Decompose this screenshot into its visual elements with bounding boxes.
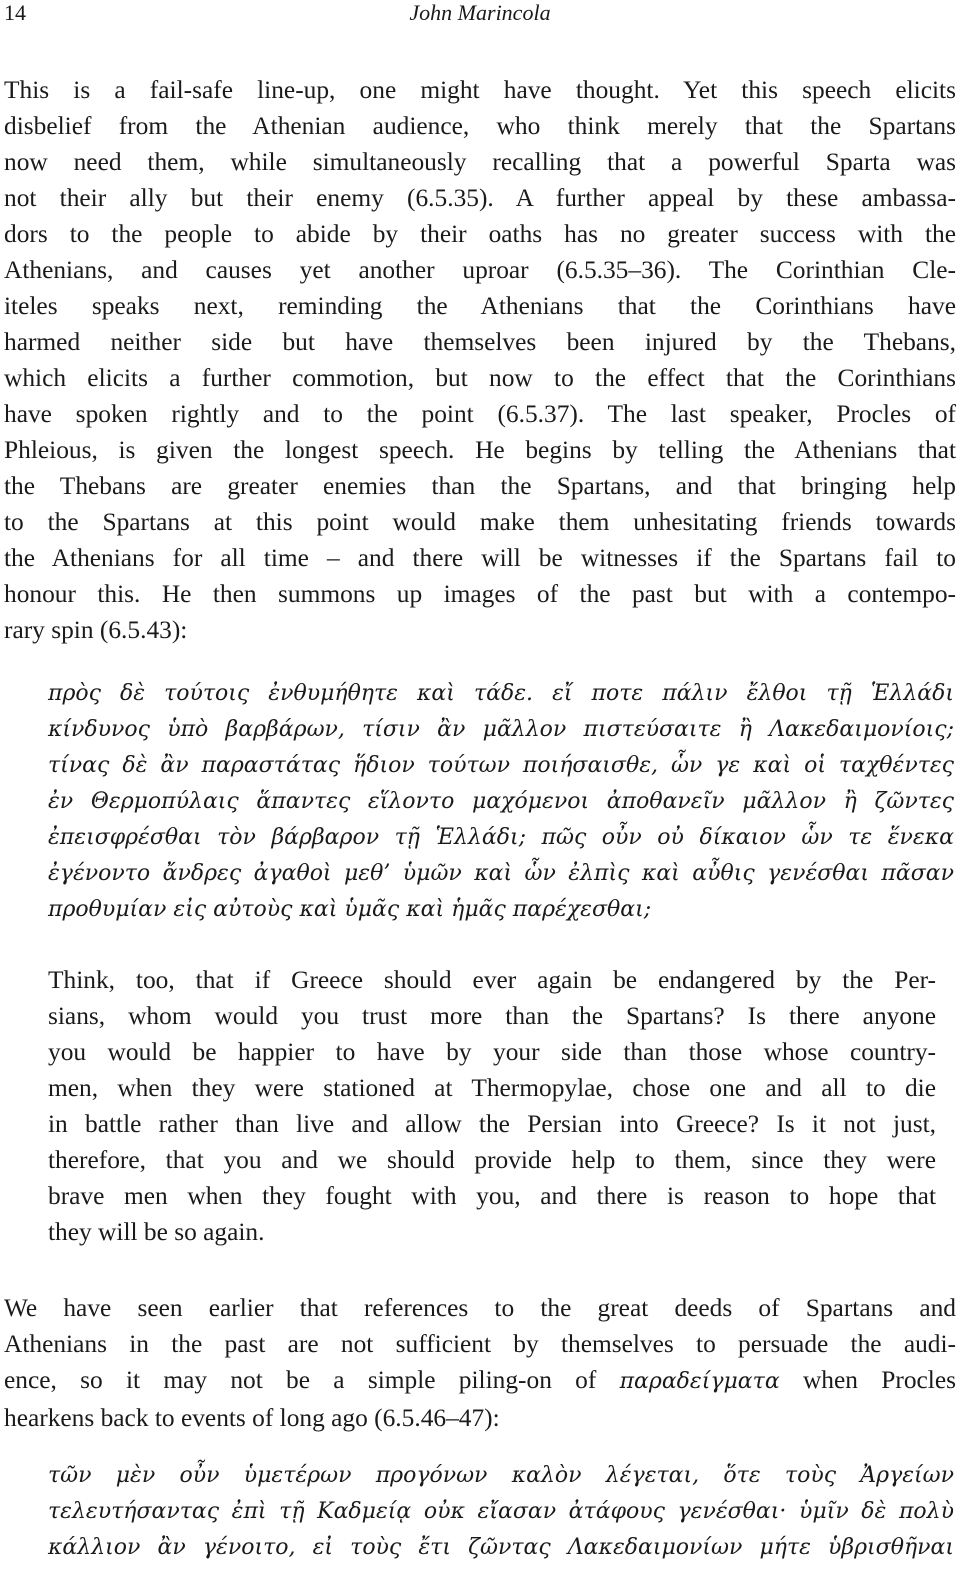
text-line: Athenians in the past are not sufficient by themselves to persuade the audi-	[4, 1330, 956, 1358]
greek-line: ἐγένοντο ἄνδρες ἀγαθοὶ μεθ’ ὑμῶν καὶ ὧν ἐλπὶς καὶ αὖθις γενέσθαι πᾶσαν	[48, 861, 954, 886]
greek-line: κάλλιον ἂν γένοιτο, εἰ τοὺς ἔτι ζῶντας Λακεδαιμονίων μήτε ὑβρισθῆναι	[48, 1535, 954, 1560]
text-line: Phleious, is given the longest speech. He begins by telling the Athenians that	[4, 436, 956, 464]
text-line: Athenians, and causes yet another uproar (6.5.35–36). The Corinthian Cle-	[4, 256, 956, 284]
translation-line: you would be happier to have by your side than those whose country-	[48, 1038, 936, 1066]
translation-line: brave men when they fought with you, and there is reason to hope that	[48, 1182, 936, 1210]
running-title: John Marincola	[409, 0, 551, 25]
text-line: which elicits a further commotion, but now to the effect that the Corinthians	[4, 364, 956, 392]
text-line: iteles speaks next, reminding the Athenians that the Corinthians have	[4, 292, 956, 320]
body-paragraph-2	[4, 1290, 956, 1436]
greek-line: ἐν Θερμοπύλαις ἅπαντες εἵλοντο μαχόμενοι ἀποθανεῖν μᾶλλον ἢ ζῶντες	[48, 789, 954, 814]
text-line: the Athenians for all time – and there will be witnesses if the Spartans fail to	[4, 544, 956, 572]
text-line: We have seen earlier that references to the great deeds of Spartans and	[4, 1294, 956, 1322]
greek-line: τίνας δὲ ἂν παραστάτας ἥδιον τούτων ποιήσαισθε, ὧν γε καὶ οἱ ταχθέντες	[48, 753, 954, 778]
running-head	[0, 0, 960, 30]
greek-line: τελευτήσαντας ἐπὶ τῇ Καδμείᾳ οὐκ εἴασαν ἀτάφους γενέσθαι· ὑμῖν δὲ πολὺ	[48, 1499, 954, 1524]
text-line: harmed neither side but have themselves been injured by the Thebans,	[4, 328, 956, 356]
text-line: now need them, while simultaneously recalling that a powerful Sparta was	[4, 148, 956, 176]
translation-line: sians, whom would you trust more than the Spartans? Is there anyone	[48, 1002, 936, 1030]
body-paragraph-1	[4, 72, 956, 648]
text-line: not their ally but their enemy (6.5.35). A further appeal by these ambassa-	[4, 184, 956, 212]
translation-line: in battle rather than live and allow the Persian into Greece? Is it not just,	[48, 1110, 936, 1138]
greek-line: πρὸς δὲ τούτοις ἐνθυμήθητε καὶ τάδε. εἴ ποτε πάλιν ἔλθοι τῇ Ἑλλάδι	[48, 681, 954, 706]
text-line: disbelief from the Athenian audience, who think merely that the Spartans	[4, 112, 956, 140]
text-segment: when Procles	[779, 1366, 956, 1394]
text-line: to the Spartans at this point would make them unhesitating friends towards	[4, 508, 956, 536]
greek-line: ἐπεισφρέσθαι τὸν βάρβαρον τῇ Ἑλλάδι; πῶς οὖν οὐ δίκαιον ὧν τε ἕνεκα	[48, 825, 954, 850]
greek-inline-term: παραδείγματα	[619, 1369, 780, 1394]
text-line: This is a fail-safe line-up, one might have thought. Yet this speech elicits	[4, 76, 956, 104]
text-line: rary spin (6.5.43):	[4, 616, 188, 644]
text-line: the Thebans are greater enemies than the Spartans, and that bringing help	[4, 472, 956, 500]
text-line: dors to the people to abide by their oaths has no greater success with the	[4, 220, 956, 248]
greek-quotation-2	[48, 1458, 954, 1566]
greek-line: προθυμίαν εἰς αὐτοὺς καὶ ὑμᾶς καὶ ἡμᾶς παρέχεσθαι;	[48, 897, 652, 922]
greek-line: κίνδυνος ὑπὸ βαρβάρων, τίσιν ἂν μᾶλλον πιστεύσαιτε ἢ Λακεδαιμονίοις;	[48, 717, 954, 742]
translation-block	[48, 962, 936, 1250]
text-line: honour this. He then summons up images of the past but with a contempo-	[4, 580, 956, 608]
text-segment: ence, so it may not be a simple piling-on of	[4, 1366, 620, 1394]
text-line	[4, 1362, 956, 1400]
text-line: have spoken rightly and to the point (6.5.37). The last speaker, Procles of	[4, 400, 956, 428]
text-line: hearkens back to events of long ago (6.5.46–47):	[4, 1404, 500, 1432]
translation-line: they will be so again.	[48, 1218, 265, 1246]
translation-line: men, when they were stationed at Thermopylae, chose one and all to die	[48, 1074, 936, 1102]
greek-quotation-1	[48, 676, 954, 928]
greek-line: τῶν μὲν οὖν ὑμετέρων προγόνων καλὸν λέγεται, ὅτε τοὺς Ἀργείων	[48, 1463, 954, 1488]
translation-line: Think, too, that if Greece should ever again be endangered by the Per-	[48, 966, 936, 994]
translation-line: therefore, that you and we should provide help to them, since they were	[48, 1146, 936, 1174]
page-number: 14	[4, 0, 26, 25]
